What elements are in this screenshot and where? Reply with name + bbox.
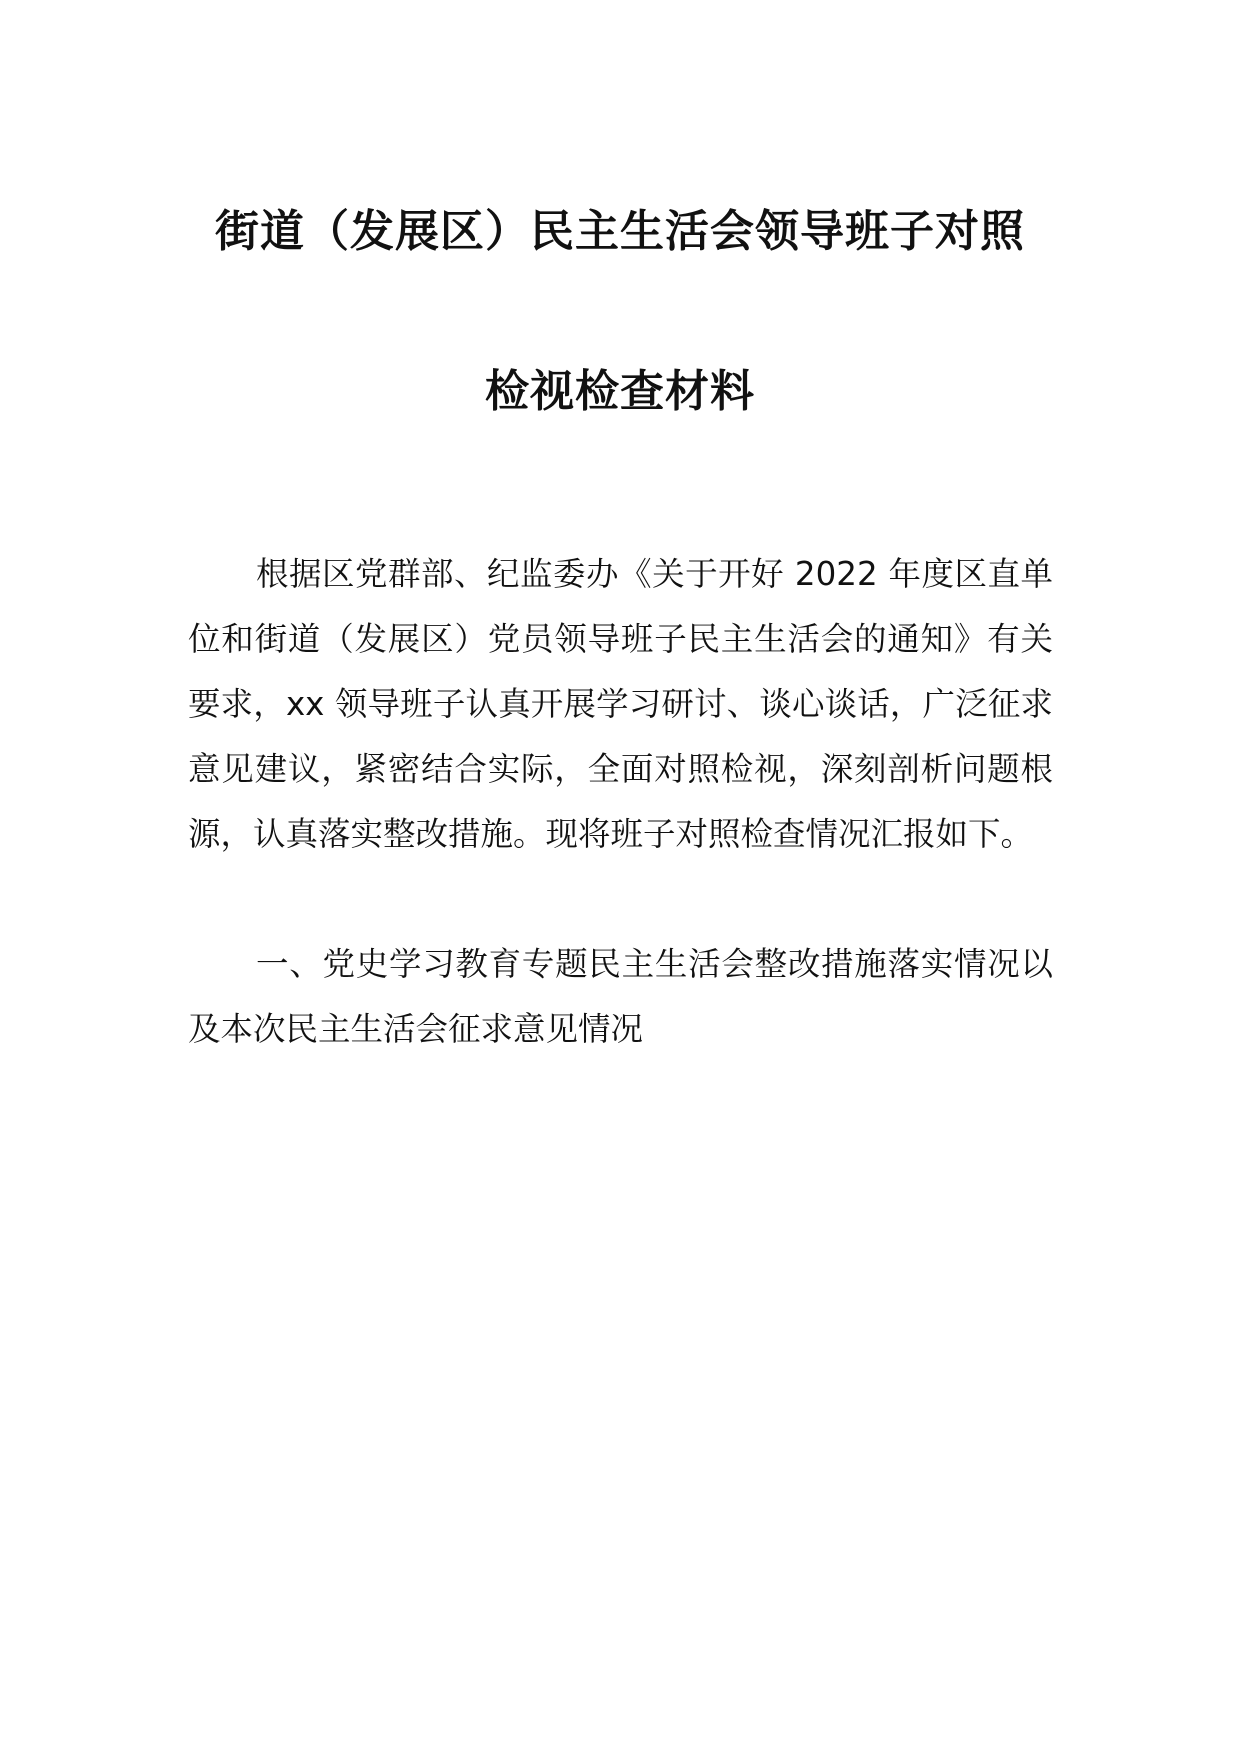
section-heading-one: 一、党史学习教育专题民主生活会整改措施落实情况以及本次民主生活会征求意见情况: [188, 945, 1053, 1048]
document-title-line-1: 街道（发展区）民主生活会领导班子对照: [215, 206, 1025, 257]
body-paragraph-intro: 根据区党群部、纪监委办《关于开好 2022 年度区直单位和街道（发展区）党员领导班子民主生活会的通知》有关要求，xx 领导班子认真开展学习研讨、谈心谈话，广泛征求意见建议，紧密结合实际，全面对照检视，深刻剖析问题根源，认真落实整改措施。现将班子对照检查情况汇报如下。: [188, 555, 1053, 853]
document-title-line-2: 检视检查材料: [485, 366, 755, 417]
